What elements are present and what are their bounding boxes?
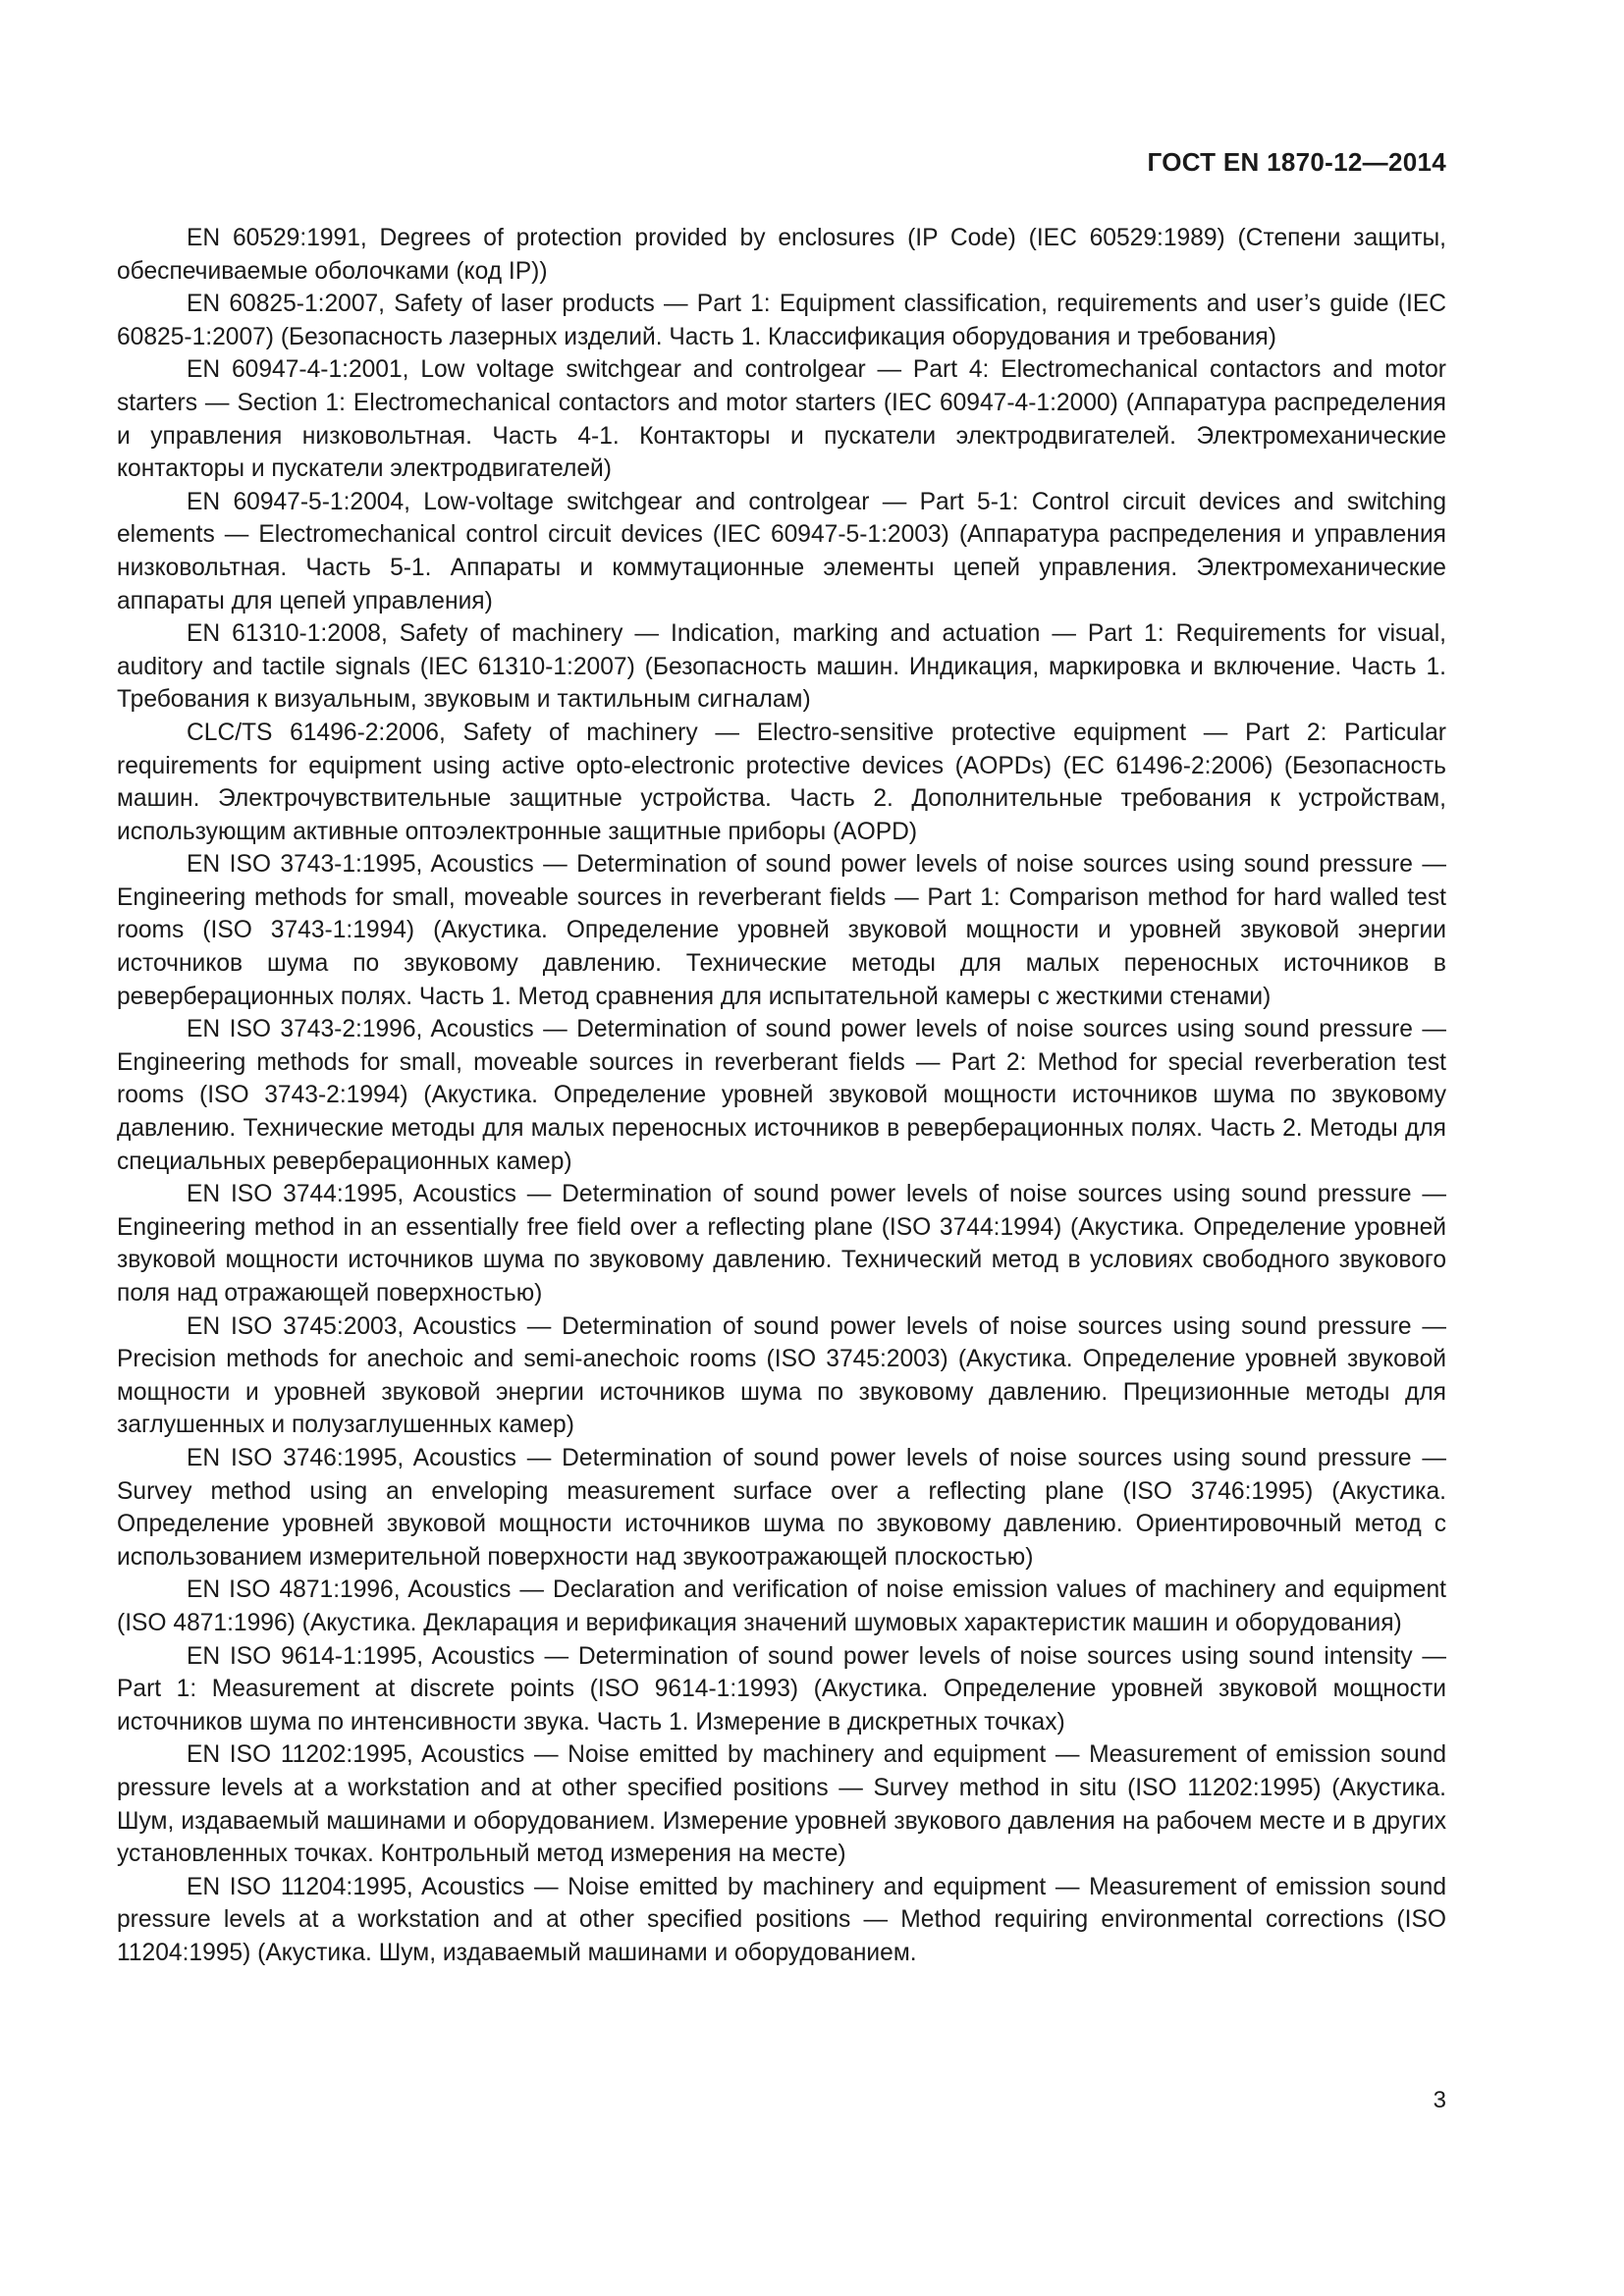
reference-entry: EN ISO 11202:1995, Acoustics — Noise emitted by machinery and equipment — Measurement of emission sound pressure levels at a workstation and at other specified positions — Survey method in situ (ISO 11202:1995) (Акустика. Шум, издаваемый машинами и оборудованием. Измерение уровней звукового давления на рабочем месте и в других установленных точках. Контрольный метод измерения на месте)	[117, 1741, 1446, 1868]
reference-entry: EN ISO 11204:1995, Acoustics — Noise emitted by machinery and equipment — Measurement of emission sound pressure levels at a workstation and at other specified positions — Method requiring environmental corrections (ISO 11204:1995) (Акустика. Шум, издаваемый машинами и оборудованием.	[117, 1873, 1446, 1966]
reference-entry: EN 60947-4-1:2001, Low voltage switchgear and controlgear — Part 4: Electromechanical contactors and motor starters — Section 1: Electromechanical contactors and motor starters (IEC 60947-4-1:2000) (Аппаратура распределения и управления низковольтная. Часть 4-1. Контакторы и пускатели электродвигателей. Электромеханические контакторы и пускатели электродвигателей)	[117, 356, 1446, 483]
page-header-standard-code: ГОСТ EN 1870-12—2014	[1147, 147, 1446, 177]
reference-entry: EN ISO 9614-1:1995, Acoustics — Determination of sound power levels of noise sources using sound intensity — Part 1: Measurement at discrete points (ISO 9614-1:1993) (Акустика. Определение уровней звуковой мощности источников шума по интенсивности звука. Часть 1. Измерение в дискретных точках)	[117, 1642, 1446, 1735]
reference-entry: EN 60529:1991, Degrees of protection provided by enclosures (IP Code) (IEC 60529:1989) (Степени защиты, обеспечиваемые оболочками (код IP))	[117, 225, 1446, 285]
reference-entry: EN ISO 4871:1996, Acoustics — Declaration and verification of noise emission values of machinery and equipment (ISO 4871:1996) (Акустика. Декларация и верификация значений шумовых характеристик машин и оборудования)	[117, 1576, 1446, 1636]
reference-entry: EN ISO 3746:1995, Acoustics — Determination of sound power levels of noise sources using sound pressure — Survey method using an enveloping measurement surface over a reflecting plane (ISO 3746:1995) (Акустика. Определение уровней звуковой мощности источников шума по звуковому давлению. Ориентировочный метод с использованием измерительной поверхности над звукоотражающей плоскостью)	[117, 1444, 1446, 1571]
reference-entry: EN ISO 3745:2003, Acoustics — Determination of sound power levels of noise sources using sound pressure — Precision methods for anechoic and semi-anechoic rooms (ISO 3745:2003) (Акустика. Определение уровней звуковой мощности и уровней звуковой энергии источников шума по звуковому давлению. Прецизионные методы для заглушенных и полузаглушенных камер)	[117, 1312, 1446, 1439]
reference-entry: EN ISO 3743-2:1996, Acoustics — Determination of sound power levels of noise sources using sound pressure — Engineering methods for small, moveable sources in reverberant fields — Part 2: Method for special reverberation test rooms (ISO 3743-2:1994) (Акустика. Определение уровней звуковой мощности источников шума по звуковому давлению. Технические методы для малых переносных источников в реверберационных полях. Часть 2. Методы для специальных реверберационных камер)	[117, 1016, 1446, 1175]
normative-references-list	[117, 222, 1446, 1969]
reference-entry: EN 60825-1:2007, Safety of laser products — Part 1: Equipment classification, requirements and user’s guide (IEC 60825-1:2007) (Безопасность лазерных изделий. Часть 1. Классификация оборудования и требования)	[117, 291, 1446, 350]
reference-entry: EN ISO 3744:1995, Acoustics — Determination of sound power levels of noise sources using sound pressure — Engineering method in an essentially free field over a reflecting plane (ISO 3744:1994) (Акустика. Определение уровней звуковой мощности источников шума по звуковому давлению. Технический метод в условиях свободного звукового поля над отражающей поверхностью)	[117, 1181, 1446, 1307]
reference-entry: EN ISO 3743-1:1995, Acoustics — Determination of sound power levels of noise sources using sound pressure — Engineering methods for small, moveable sources in reverberant fields — Part 1: Comparison method for hard walled test rooms (ISO 3743-1:1994) (Акустика. Определение уровней звуковой мощности и уровней звуковой энергии источников шума по звуковому давлению. Технические методы для малых переносных источников в реверберационных полях. Часть 1. Метод сравнения для испытательной камеры с жесткими стенами)	[117, 851, 1446, 1010]
page-number: 3	[1433, 2087, 1446, 2113]
reference-entry: EN 60947-5-1:2004, Low-voltage switchgear and controlgear — Part 5-1: Control circuit devices and switching elements — Electromechanical control circuit devices (IEC 60947-5-1:2003) (Аппаратура распределения и управления низковольтная. Часть 5-1. Аппараты и коммутационные элементы цепей управления. Электромеханические аппараты для цепей управления)	[117, 488, 1446, 614]
reference-entry: CLC/TS 61496-2:2006, Safety of machinery — Electro-sensitive protective equipment — Part 2: Particular requirements for equipment using active opto-electronic protective devices (AOPDs) (EC 61496-2:2006) (Безопасность машин. Электрочувствительные защитные устройства. Часть 2. Дополнительные требования к устройствам, использующим активные оптоэлектронные защитные приборы (AOPD)	[117, 719, 1446, 845]
reference-entry: EN 61310-1:2008, Safety of machinery — Indication, marking and actuation — Part 1: Requirements for visual, auditory and tactile signals (IEC 61310-1:2007) (Безопасность машин. Индикация, маркировка и включение. Часть 1. Требования к визуальным, звуковым и тактильным сигналам)	[117, 620, 1446, 714]
